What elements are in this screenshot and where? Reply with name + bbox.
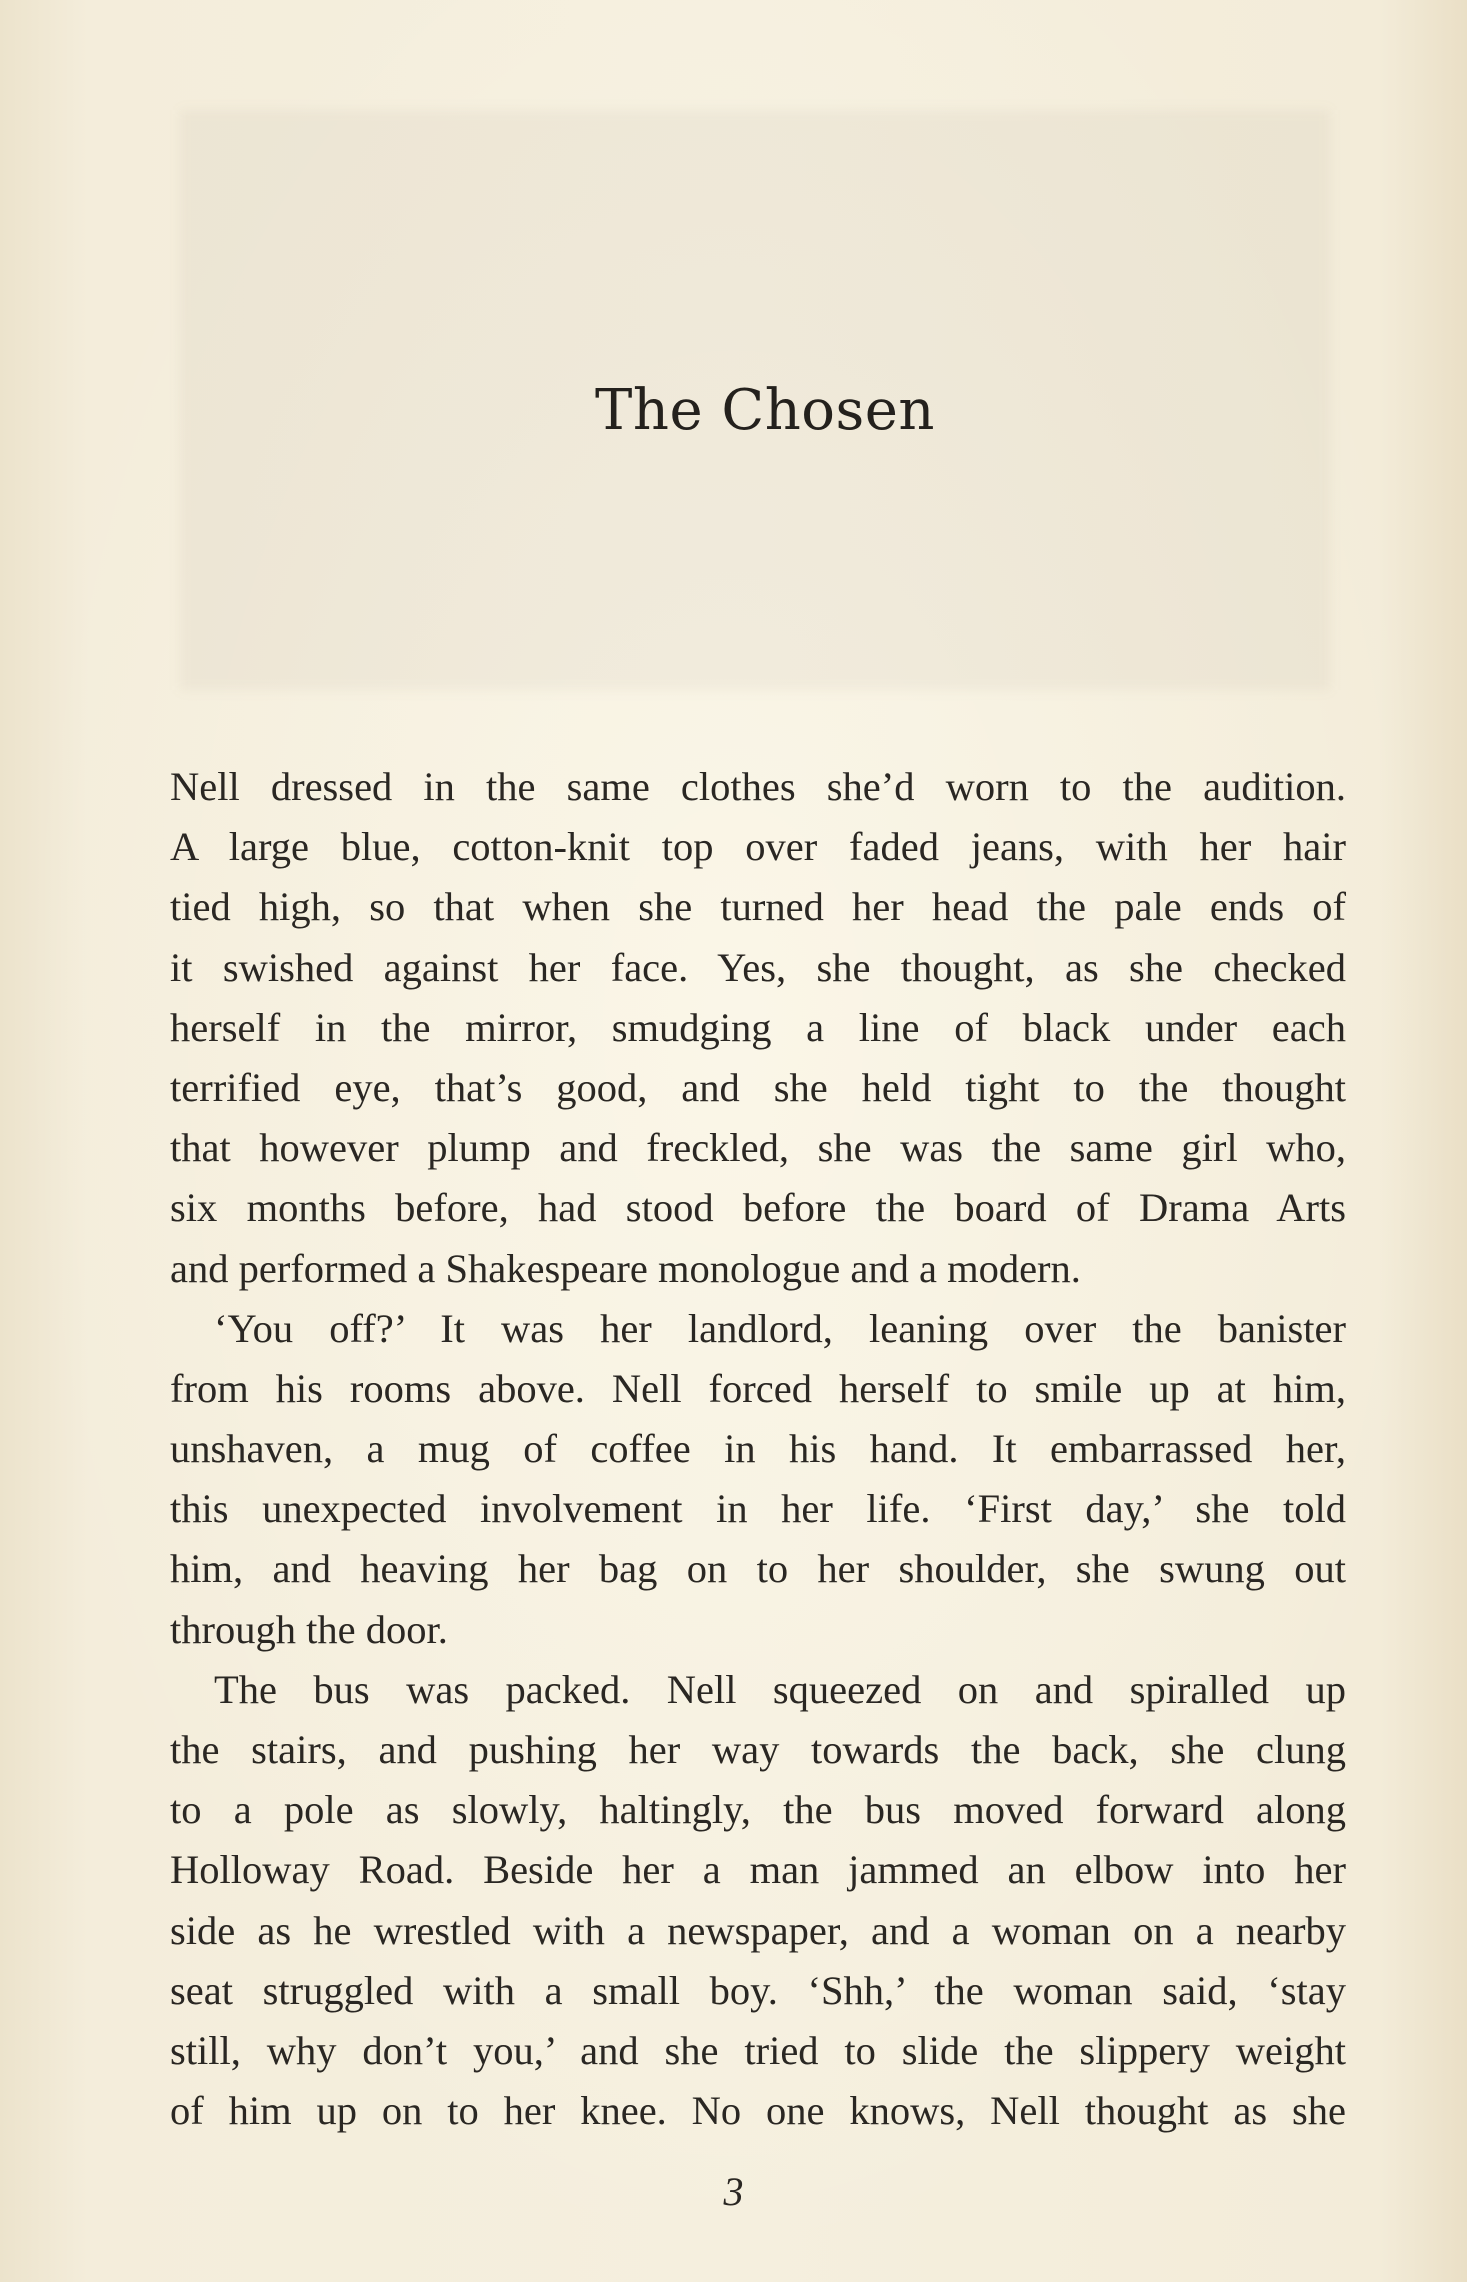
text-line: herself in the mirror, smudging a line of black under each (170, 1004, 1346, 1050)
text-line: A large blue, cotton-knit top over faded jeans, with her hair (170, 824, 1346, 870)
text-line: tied high, so that when she turned her head the pale ends of (170, 884, 1346, 930)
text-line: this unexpected involvement in her life. ‘First day,’ she told (170, 1486, 1346, 1532)
chapter-title: The Chosen (595, 378, 935, 443)
text-line: of him up on to her knee. No one knows, Nell thought as she (170, 2088, 1346, 2134)
text-line: that however plump and freckled, she was the same girl who, (170, 1125, 1346, 1171)
text-line: Holloway Road. Beside her a man jammed an elbow into her (170, 1847, 1346, 1893)
text-line: Nell dressed in the same clothes she’d worn to the audition. (170, 764, 1346, 809)
paragraph (170, 757, 1346, 1299)
text-line: him, and heaving her bag on to her shoulder, she swung out (170, 1546, 1346, 1592)
paragraph (170, 1660, 1346, 2142)
text-line: The bus was packed. Nell squeezed on and spiralled up (214, 1666, 1346, 1712)
text-line: through the door. (170, 1606, 448, 1652)
text-line: it swished against her face. Yes, she thought, as she checked (170, 944, 1346, 990)
text-line: six months before, had stood before the board of Drama Arts (170, 1185, 1346, 1231)
text-line: ‘You off?’ It was her landlord, leaning over the banister (214, 1305, 1346, 1351)
page-number: 3 (723, 2169, 744, 2214)
body-text (170, 757, 1346, 2141)
text-line: from his rooms above. Nell forced herself to smile up at him, (170, 1365, 1346, 1411)
text-line: still, why don’t you,’ and she tried to slide the slippery weight (170, 2027, 1346, 2073)
paragraph (170, 1299, 1346, 1660)
text-line: the stairs, and pushing her way towards the back, she clung (170, 1727, 1346, 1772)
text-line: seat struggled with a small boy. ‘Shh,’ the woman said, ‘stay (170, 1967, 1346, 2013)
text-line: side as he wrestled with a newspaper, and a woman on a nearby (170, 1907, 1346, 1953)
text-line: and performed a Shakespeare monologue and a modern. (170, 1245, 1081, 1291)
text-line: to a pole as slowly, haltingly, the bus moved forward along (170, 1787, 1346, 1833)
text-line: unshaven, a mug of coffee in his hand. It embarrassed her, (170, 1426, 1346, 1472)
text-line: terrified eye, that’s good, and she held tight to the thought (170, 1064, 1346, 1110)
